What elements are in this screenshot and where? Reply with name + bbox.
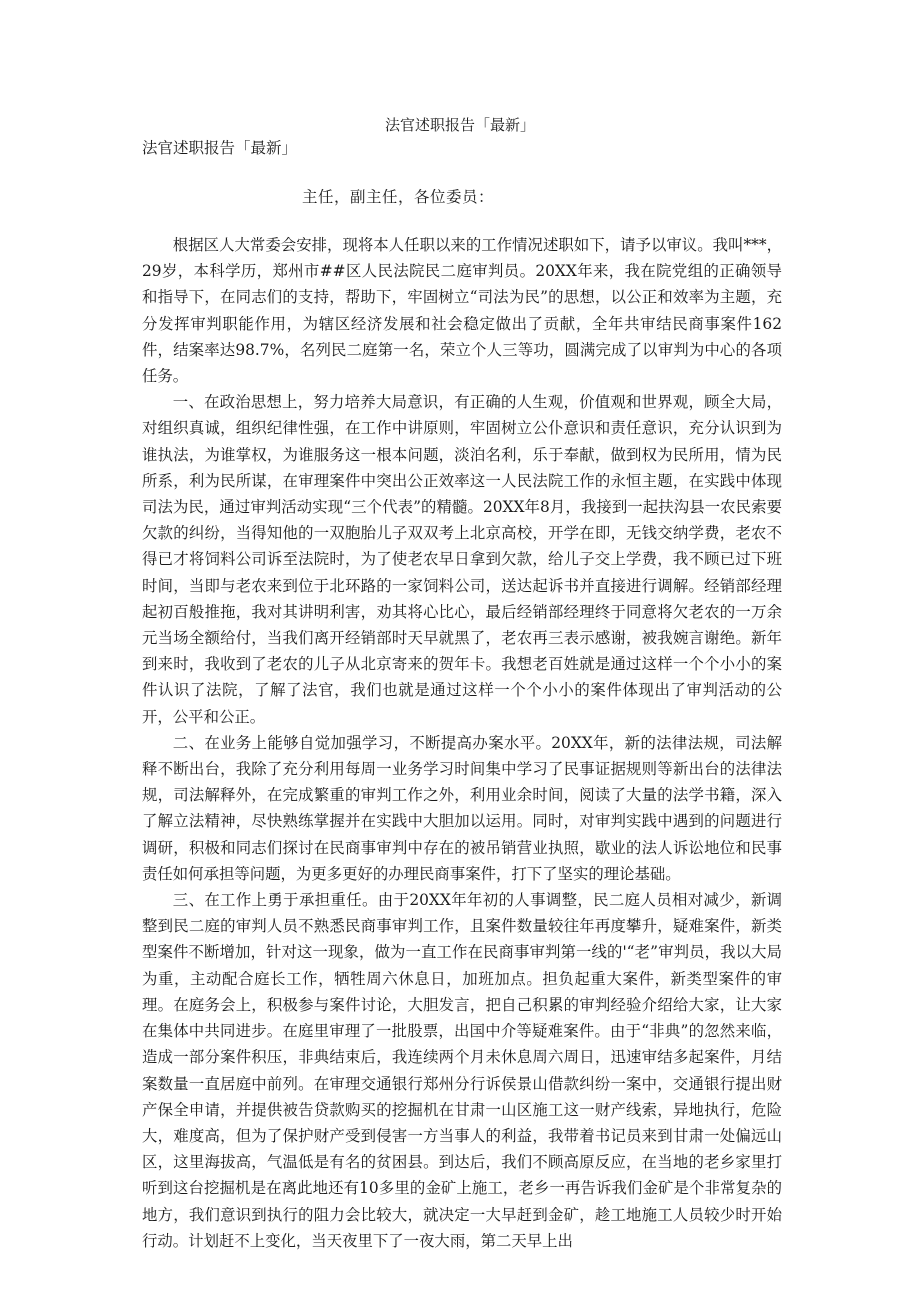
document-body — [142, 232, 782, 1254]
salutation: 主任，副主任，各位委员： — [302, 188, 495, 206]
paragraph-study: 二、在业务上能够自觉加强学习，不断提高办案水平。20XX年，新的法律法规，司法解释不断出台，我除了充分利用每周一业务学习时间集中学习了民事证据规则等新出台的法律法规，司法解释外，在完成繁重的审判工作之外，利用业余时间，阅读了大量的法学书籍，深入了解立法精神，尽快熟练掌握并在实践中大胆加以运用。同时，对审判实践中遇到的问题进行调研，积极和同志们探讨在民商事审判中存在的被吊销营业执照，歇业的法人诉讼地位和民事责任如何承担等问题，为更多更好的办理民商事案件，打下了坚实的理论基础。 — [142, 733, 782, 883]
paragraph-work: 三、在工作上勇于承担重任。由于20XX年年初的人事调整，民二庭人员相对减少，新调整到民二庭的审判人员不熟悉民商事审判工作，且案件数量较往年再度攀升，疑难案件，新类型案件不断增加，针对这一现象，做为一直工作在民商事审判第一线的'“老”审判员，我以大局为重，主动配合庭长工作，牺牲周六休息日，加班加点。担负起重大案件，新类型案件的审理。在庭务会上，积极参与案件讨论，大胆发言，把自己积累的审判经验介绍给大家，让大家在集体中共同进步。在庭里审理了一批股票，出国中介等疑难案件。由于“非典”的忽然来临，造成一部分案件积压，非典结束后，我连续两个月未休息周六周日，迅速审结多起案件，月结案数量一直居庭中前列。在审理交通银行郑州分行诉侯景山借款纠纷一案中，交通银行提出财产保全申请，并提供被告贷款购买的挖掘机在甘肃一山区施工这一财产线索，异地执行，危险大，难度高，但为了保护财产受到侵害一方当事人的利益，我带着书记员来到甘肃一处偏远山区，这里海拔高，气温低是有名的贫困县。到达后，我们不顾高原反应，在当地的老乡家里打听到这台挖掘机是在离此地还有10多里的金矿上施工，老乡一再告诉我们金矿是个非常复杂的地方，我们意识到执行的阻力会比较大，就决定一大早赶到金矿，趁工地施工人员较少时开始行动。计划赶不上变化，当天夜里下了一夜大雨，第二天早上出 — [142, 891, 782, 1250]
paragraph-politics: 一、在政治思想上，努力培养大局意识，有正确的人生观，价值观和世界观，顾全大局，对组织真诚，组织纪律性强，在工作中讲原则，牢固树立公仆意识和责任意识，充分认识到为谁执法，为谁掌权，为谁服务这一根本问题，淡泊名利，乐于奉献，做到权为民所用，情为民所系，利为民所谋，在审理案件中突出公正效率这一人民法院工作的永恒主题，在实践中体现司法为民，通过审判活动实现“三个代表”的精髓。20XX年8月，我接到一起扶沟县一农民索要欠款的纠纷，当得知他的一双胞胎儿子双双考上北京高校，开学在即，无钱交纳学费，老农不得已才将饲料公司诉至法院时，为了使老农早日拿到欠款，给儿子交上学费，我不顾已过下班时间，当即与老农来到位于北环路的一家饲料公司，送达起诉书并直接进行调解。经销部经理起初百般推拖，我对其讲明利害，劝其将心比心，最后经销部经理终于同意将欠老农的一万余元当场全额给付，当我们离开经销部时天早就黑了，老农再三表示感谢，被我婉言谢绝。新年到来时，我收到了老农的儿子从北京寄来的贺年卡。我想老百姓就是通过这样一个个小小的案件认识了法院，了解了法官，我们也就是通过这样一个个小小的案件体现出了审判活动的公开，公平和公正。 — [142, 393, 782, 726]
document-title: 法官述职报告「最新」 — [384, 116, 535, 134]
document-subtitle: 法官述职报告「最新」 — [142, 139, 298, 157]
paragraph-intro: 根据区人大常委会安排，现将本人任职以来的工作情况述职如下，请予以审议。我叫***，29岁，本科学历，郑州市##区人民法院民二庭审判员。20XX年来，我在院党组的正确领导和指导下，在同志们的支持，帮助下，牢固树立“司法为民”的思想，以公正和效率为主题，充分发挥审判职能作用，为辖区经济发展和社会稳定做出了贡献，全年共审结民商事案件162件，结案率达98.7%，名列民二庭第一名，荣立个人三等功，圆满完成了以审判为中心的各项任务。 — [142, 236, 782, 386]
